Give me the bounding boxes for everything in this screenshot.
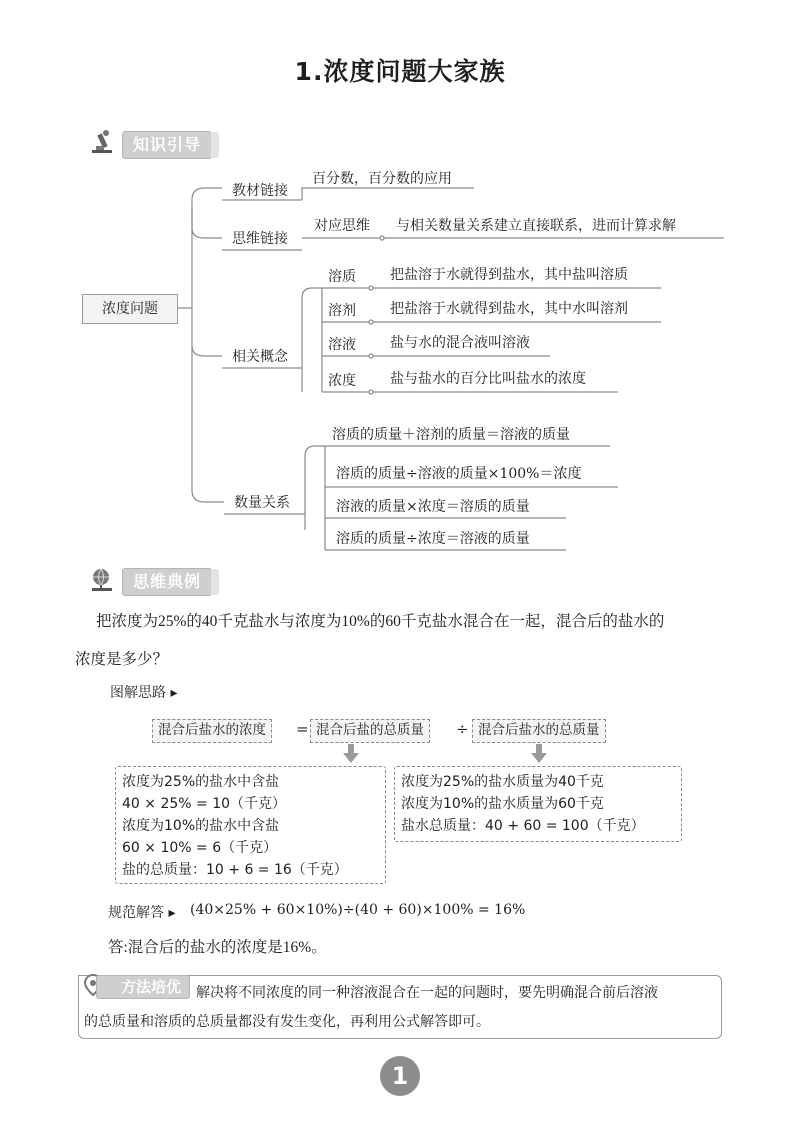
calc-line: 浓度为25%的盐水质量为40千克 xyxy=(401,774,604,790)
concept-text: 盐与盐水的百分比叫盐水的浓度 xyxy=(390,371,586,387)
down-arrow-icon xyxy=(530,744,548,764)
branch-textbook-link: 教材链接 xyxy=(232,183,288,199)
final-answer: 答:混合后的盐水的浓度是16%。 xyxy=(108,939,327,956)
standard-answer-formula: (40×25% + 60×10%)÷(40 + 60)×100% = 16% xyxy=(190,902,526,918)
calc-line: 浓度为25%的盐水中含盐 xyxy=(122,774,280,790)
calc-line: 浓度为10%的盐水质量为60千克 xyxy=(401,796,604,812)
concept-text: 把盐溶于水就得到盐水，其中水叫溶剂 xyxy=(390,301,628,317)
down-arrow-icon xyxy=(342,744,360,764)
flow-box-solution-mass: 混合后盐水的总质量 xyxy=(472,719,606,743)
textbook-link-text: 百分数，百分数的应用 xyxy=(312,171,452,187)
section-tab-knowledge: 知识引导 xyxy=(122,131,212,159)
page-number: 1 xyxy=(380,1056,420,1096)
relation-item: 溶液的质量×浓度＝溶质的质量 xyxy=(336,499,530,515)
concept-text: 盐与水的混合液叫溶液 xyxy=(390,335,530,351)
mindmap-root: 浓度问题 xyxy=(82,294,178,324)
concept-term: 溶剂 xyxy=(328,303,356,319)
concept-text: 把盐溶于水就得到盐水，其中盐叫溶质 xyxy=(390,267,628,283)
diagram-label: 图解思路 ▸ xyxy=(110,685,178,701)
globe-icon xyxy=(88,566,116,594)
branch-relations: 数量关系 xyxy=(234,495,290,511)
page-title: 1.浓度问题大家族 xyxy=(294,57,506,86)
concept-term: 溶质 xyxy=(328,269,356,285)
salt-mass-box xyxy=(115,766,386,884)
concept-term: 浓度 xyxy=(328,373,356,389)
method-line-2: 的总质量和溶质的总质量都没有发生变化，再利用公式解答即可。 xyxy=(84,1014,490,1030)
relation-item: 溶质的质量＋溶剂的质量＝溶液的质量 xyxy=(332,427,570,443)
calc-line: 40 × 25% = 10（千克） xyxy=(122,796,287,812)
flow-box-concentration: 混合后盐水的浓度 xyxy=(152,719,272,743)
branch-thinking-link: 思维链接 xyxy=(232,231,288,247)
relation-item: 溶质的质量÷溶液的质量×100%＝浓度 xyxy=(336,466,582,482)
thinking-link-prefix: 对应思维 xyxy=(314,218,370,234)
section-tab-method: 方法培优 xyxy=(96,975,190,999)
flow-equals: = xyxy=(296,720,309,738)
problem-line-1: 把浓度为25%的40千克盐水与浓度为10%的60千克盐水混合在一起，混合后的盐水的 xyxy=(96,613,665,630)
flow-box-salt-mass: 混合后盐的总质量 xyxy=(310,719,430,743)
thinking-link-text: 与相关数量关系建立直接联系，进而计算求解 xyxy=(396,218,676,234)
solution-mass-box xyxy=(394,766,682,842)
method-line-1: 解决将不同浓度的同一种溶液混合在一起的问题时，要先明确混合前后溶液 xyxy=(196,985,658,1001)
branch-concepts: 相关概念 xyxy=(232,349,288,365)
calc-line: 浓度为10%的盐水中含盐 xyxy=(122,818,280,834)
standard-answer-label: 规范解答 ▸ xyxy=(108,905,176,921)
relation-item: 溶质的质量÷浓度＝溶液的质量 xyxy=(336,531,530,547)
problem-line-2: 浓度是多少？ xyxy=(75,651,169,668)
flow-divide: ÷ xyxy=(456,720,469,738)
calc-line: 盐水总质量：40 + 60 = 100（千克） xyxy=(401,818,645,834)
calc-line: 60 × 10% = 6（千克） xyxy=(122,840,278,856)
section-tab-example: 思维典例 xyxy=(122,568,212,596)
concept-term: 溶液 xyxy=(328,337,356,353)
calc-line: 盐的总质量：10 + 6 = 16（千克） xyxy=(122,862,348,878)
